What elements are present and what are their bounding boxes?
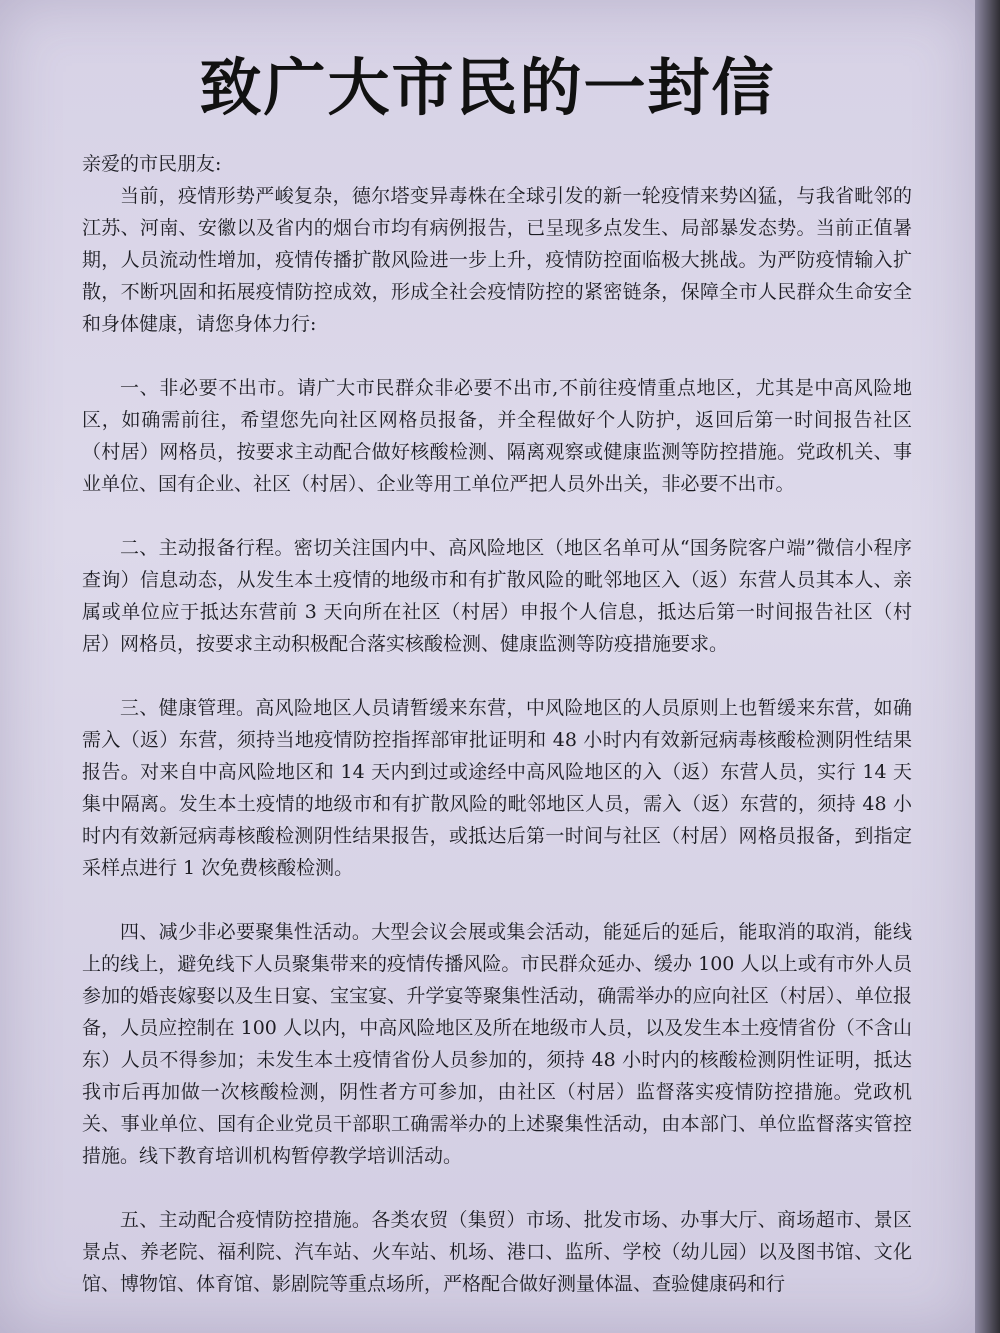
- paragraph-gap: [82, 1172, 912, 1204]
- paragraph-gap: [82, 340, 912, 372]
- letter-body: [82, 148, 912, 1300]
- letter-title: 致广大市民的一封信: [199, 51, 776, 124]
- section-2-paragraph: 二、主动报备行程。密切关注国内中、高风险地区（地区名单可从“国务院客户端”微信小程序查询）信息动态，从发生本土疫情的地级市和有扩散风险的毗邻地区入（返）东营人员其本人、亲属或单位应于抵达东营前 3 天向所在社区（村居）申报个人信息，抵达后第一时间报告社区（村居）网格员，按要求主动积极配合落实核酸检测、健康监测等防疫措施要求。: [82, 537, 912, 655]
- salutation: 亲爱的市民朋友:: [82, 153, 222, 175]
- section-4-paragraph: 四、减少非必要聚集性活动。大型会议会展或集会活动，能延后的延后，能取消的取消，能线上的线上，避免线下人员聚集带来的疫情传播风险。市民群众延办、缓办 100 人以上或有市外人员参加的婚丧嫁娶以及生日宴、宝宝宴、升学宴等聚集性活动，确需举办的应向社区（村居）、单位报备，人员应控制在 100 人以内，中高风险地区及所在地级市人员，以及发生本土疫情省份（不含山东）人员不得参加；未发生本土疫情省份人员参加的，须持 48 小时内的核酸检测阴性证明，抵达我市后再加做一次核酸检测，阴性者方可参加，由社区（村居）监督落实疫情防控措施。党政机关、事业单位、国有企业党员干部职工确需举办的上述聚集性活动，由本部门、单位监督落实管控措施。线下教育培训机构暂停教学培训活动。: [82, 921, 912, 1167]
- section-3-paragraph: 三、健康管理。高风险地区人员请暂缓来东营，中风险地区的人员原则上也暂缓来东营，如确需入（返）东营，须持当地疫情防控指挥部审批证明和 48 小时内有效新冠病毒核酸检测阴性结果报告。对来自中高风险地区和 14 天内到过或途经中高风险地区的入（返）东营人员，实行 14 天集中隔离。发生本土疫情的地级市和有扩散风险的毗邻地区人员，需入（返）东营的，须持 48 小时内有效新冠病毒核酸检测阴性结果报告，或抵达后第一时间与社区（村居）网格员报备，到指定采样点进行 1 次免费核酸检测。: [82, 697, 912, 879]
- paragraph-gap: [82, 660, 912, 692]
- page-edge-shadow: [975, 0, 1000, 1333]
- section-1-paragraph: 一、非必要不出市。请广大市民群众非必要不出市,不前往疫情重点地区，尤其是中高风险地区，如确需前往，希望您先向社区网格员报备，并全程做好个人防护，返回后第一时间报告社区（村居）网格员，按要求主动配合做好核酸检测、隔离观察或健康监测等防控措施。党政机关、事业单位、国有企业、社区（村居）、企业等用工单位严把人员外出关，非必要不出市。: [82, 377, 912, 495]
- section-5-paragraph: 五、主动配合疫情防控措施。各类农贸（集贸）市场、批发市场、办事大厅、商场超市、景区景点、养老院、福利院、汽车站、火车站、机场、港口、监所、学校（幼儿园）以及图书馆、文化馆、博物馆、体育馆、影剧院等重点场所，严格配合做好测量体温、查验健康码和行: [82, 1209, 912, 1295]
- paragraph-gap: [82, 500, 912, 532]
- paragraph-gap: [82, 884, 912, 916]
- intro-paragraph: 当前，疫情形势严峻复杂，德尔塔变异毒株在全球引发的新一轮疫情来势凶猛，与我省毗邻的江苏、河南、安徽以及省内的烟台市均有病例报告，已呈现多点发生、局部暴发态势。当前正值暑期，人员流动性增加，疫情传播扩散风险进一步上升，疫情防控面临极大挑战。为严防疫情输入扩散，不断巩固和拓展疫情防控成效，形成全社会疫情防控的紧密链条，保障全市人民群众生命安全和身体健康，请您身体力行:: [82, 185, 912, 335]
